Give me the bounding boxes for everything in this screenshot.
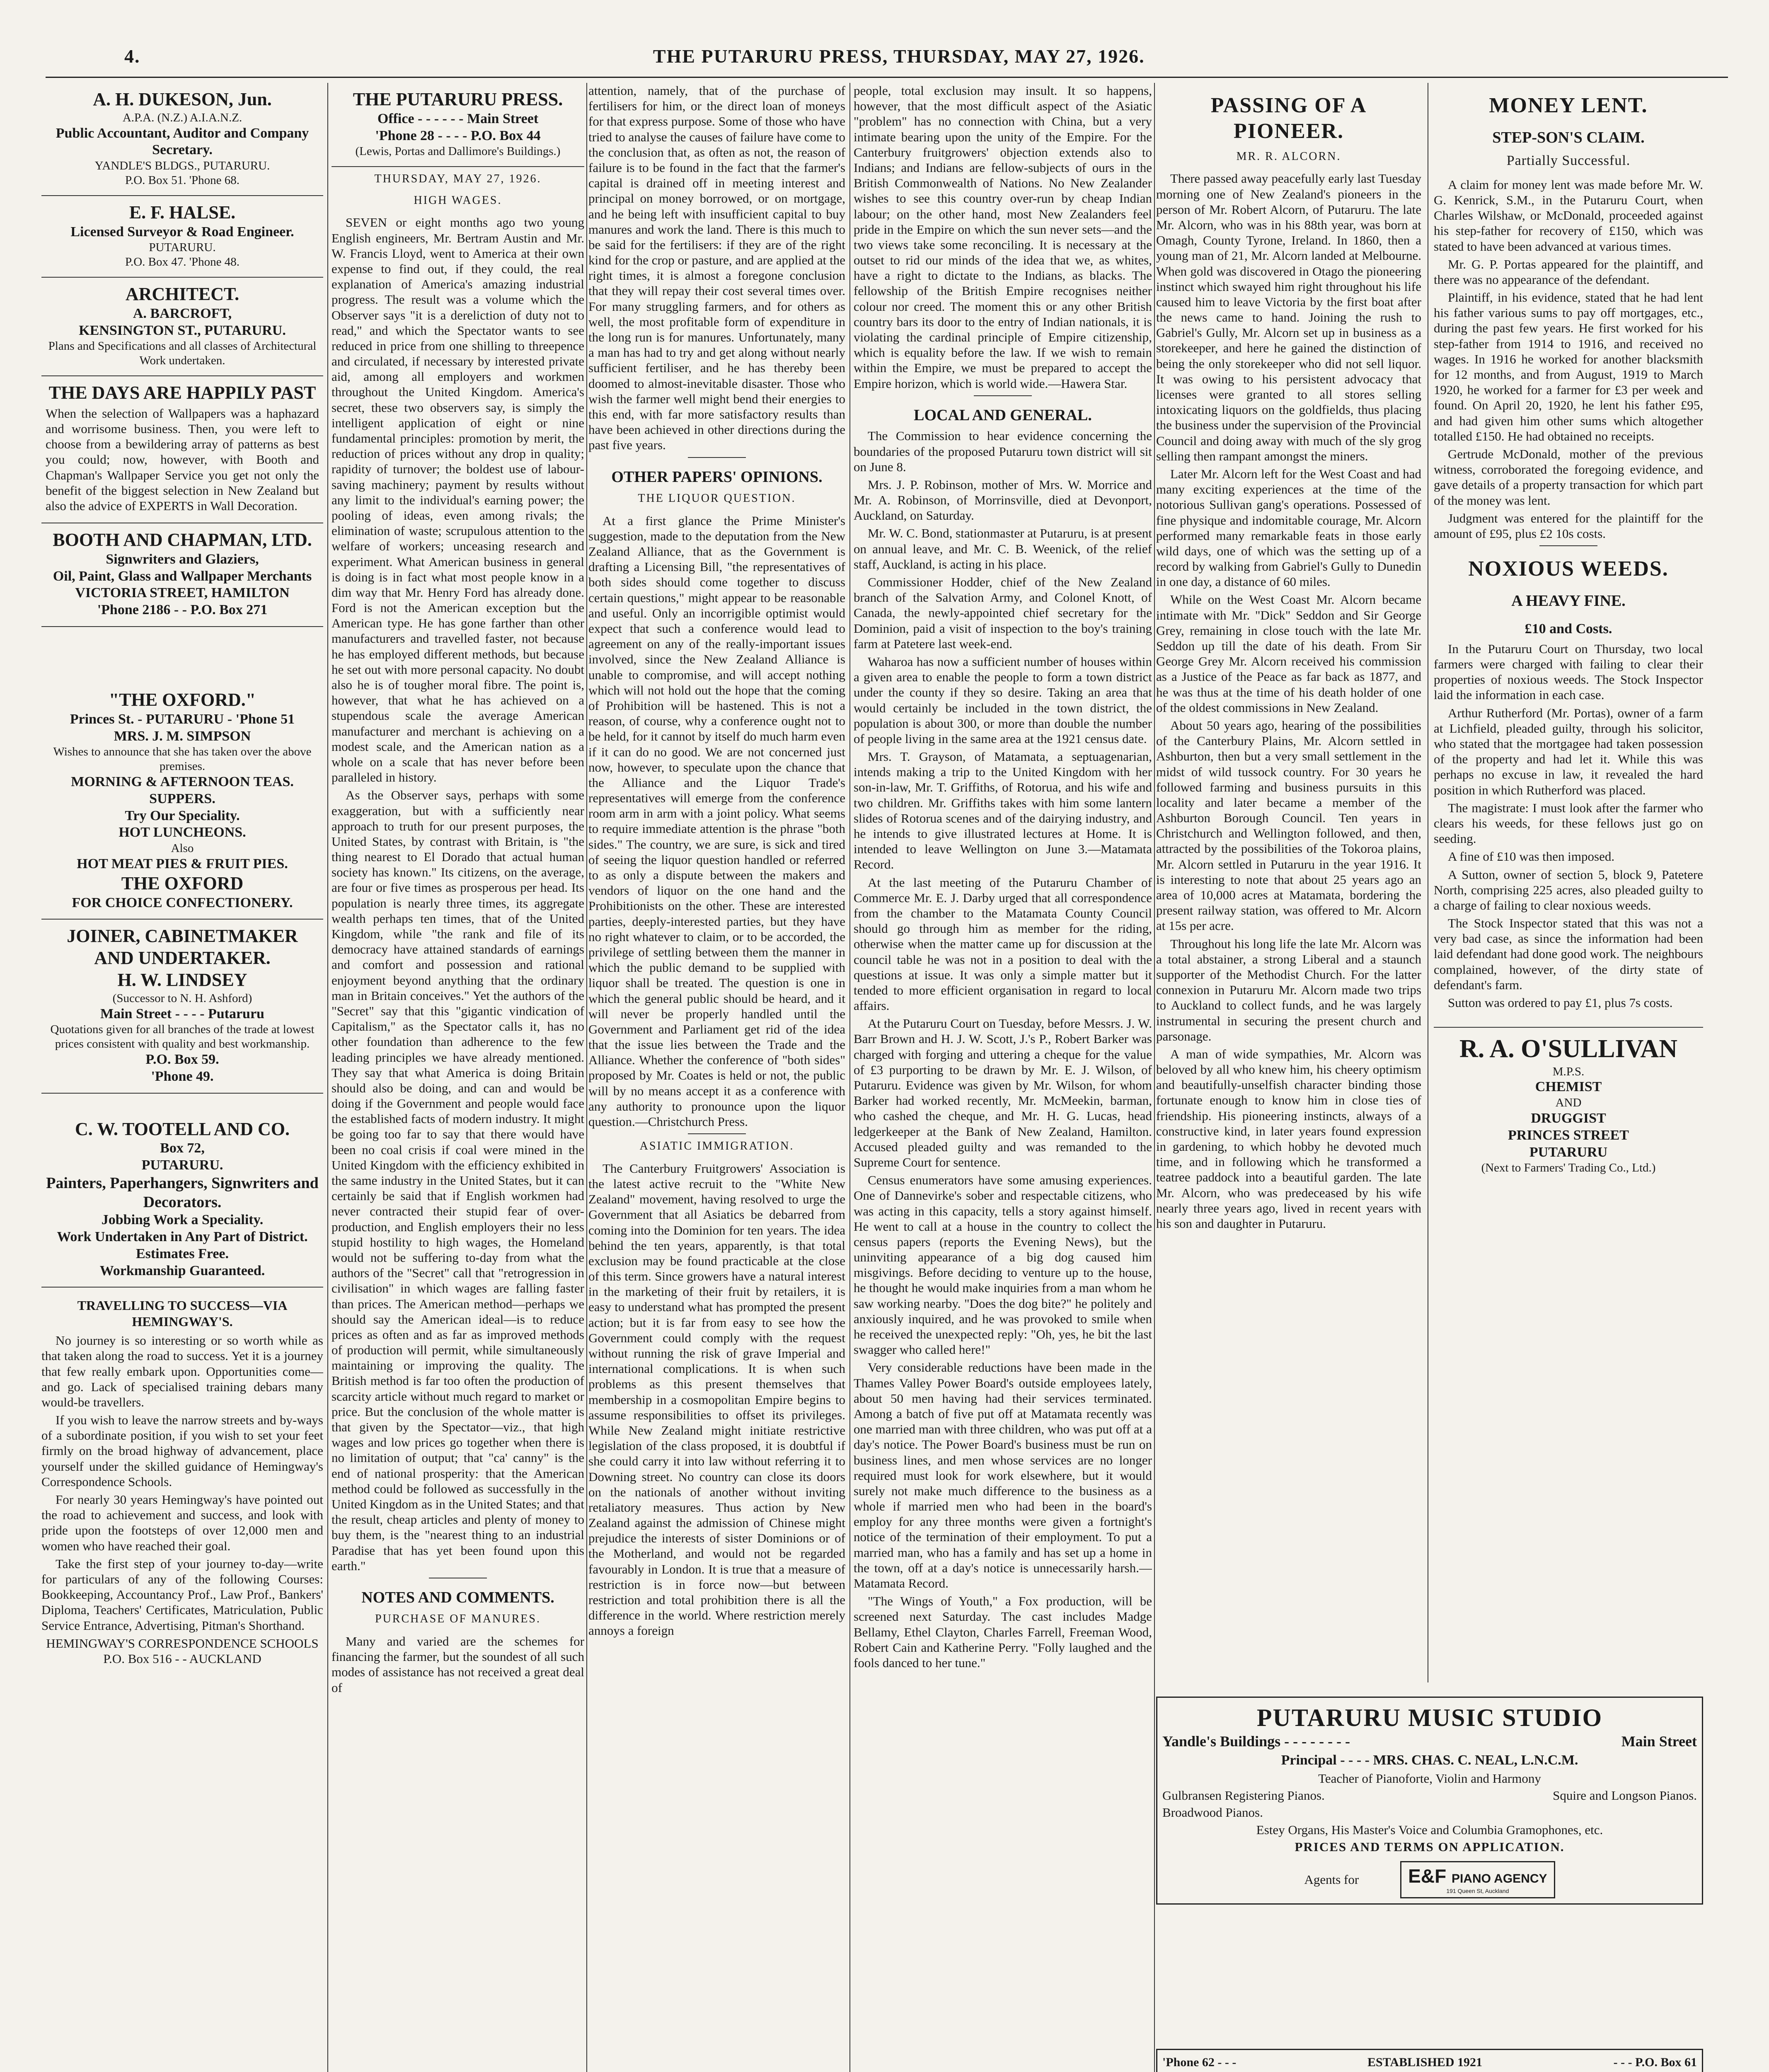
ad-line: FOR CHOICE CONFECTIONERY. (72, 895, 293, 910)
column-5 (1156, 83, 1421, 1682)
column-divider (586, 83, 587, 2072)
column-1 (41, 83, 323, 2072)
paragraph: A claim for money lent was made before Mr. W. G. Kenrick, S.M., in the Putaruru Court, when Charles Wilshaw, or McDonald, proceeded against his step-father for recovery of £150, which was stated to have been advanced at various times. (1434, 177, 1703, 254)
paragraph: In the Putaruru Court on Thursday, two local farmers were charged with failing to clear their properties of noxious weeds. The Stock Inspector laid the information in each case. (1434, 641, 1703, 702)
paragraph: "The Wings of Youth," a Fox production, will be screened next Saturday. The cast includes Madge Bellamy, Ethel Clayton, Charles Farrell, Freeman Wood, Robert Cain and Katherine Perry. "Folly laughed and the fools danced to her tune." (854, 1594, 1152, 1670)
article-continued (588, 83, 845, 453)
ad-line: DRUGGIST (1531, 1110, 1606, 1126)
paragraph: Many and varied are the schemes for financing the farmer, but the soundest of all such modes of assistance has not received a great deal of (332, 1634, 584, 1695)
ad-heading: THE DAYS ARE HAPPILY PAST (48, 382, 316, 403)
press-imprint (332, 83, 584, 167)
ad-line: Estey Organs, His Master's Voice and Columbia Gramophones, etc. (1256, 1822, 1603, 1837)
ad-line: Try Our Speciality. (125, 808, 240, 823)
ad-line: Agents for (1304, 1872, 1359, 1887)
signature: P.O. Box 516 - - AUCKLAND (103, 1651, 261, 1666)
ad-text: Wishes to announce that she has taken over the above premises. (53, 745, 312, 773)
role: Public Accountant, Auditor and Company Secretary. (56, 125, 309, 158)
paragraph: Sutton was ordered to pay £1, plus 7s costs. (1448, 995, 1673, 1010)
article-heading: LOCAL AND GENERAL. (914, 406, 1092, 424)
article-subheading: STEP-SON'S CLAIM. (1492, 129, 1645, 147)
issue-date: THURSDAY, MAY 27, 1926. (374, 172, 542, 186)
masthead (124, 39, 1658, 73)
column-divider (1154, 83, 1155, 2072)
ad-line: Also (171, 842, 194, 855)
ad-tootell (41, 1094, 323, 1288)
ad-line: Workmanship Guaranteed. (99, 1263, 265, 1278)
paragraph: Very considerable reductions have been made in the Thames Valley Power Board's outside employees lately, about 50 men having had their services terminated. Among a batch of five put off at Matamata recently was one married man with three children, who was put off at a day's notice. The Power Board's business must be run on business lines, and men whose services are no longer required must look for work elsewhere, but it would surely not make much difference to the business as a whole if married men who had been in the board's employ for any three months were given a fortnight's notice of the termination of their employment. To put a married man, who has a family and has set up a home in the town, off at a day's notice is unnecessarily harsh.—Matamata Record. (854, 1360, 1152, 1591)
paragraph: Judgment was entered for the plaintiff for the amount of £95, plus £2 10s costs. (1434, 511, 1703, 541)
address: Main Street - - - - Putaruru (100, 1006, 264, 1021)
ad-line: CHEMIST (1535, 1079, 1602, 1095)
contact: - - - P.O. Box 61 (1613, 2055, 1697, 2069)
contact: Box 72, (160, 1140, 205, 1156)
column-6 (1434, 83, 1703, 1682)
paragraph: Commissioner Hodder, chief of the New Zealand branch of the Salvation Army, and Colonel Knott, of Canada, the newly-appointed chief secretary for the Dominion, paid a visit of inspection to the boy's training farm at Patetere last week-end. (854, 575, 1152, 651)
advertiser-name: C. W. TOOTELL AND CO. (75, 1118, 290, 1139)
paragraph: Plaintiff, in his evidence, stated that he had lent his father various sums to pay off mortgages, etc., during the past few years. He first worked for his step-father from 1914 to 1916, and received no wages. In 1916 he worked for another blacksmith for 12 months, and from August, 1919 to March 1920, he worked for a farmer for £3 per week and found. On April 20, 1920, he lent his father £95, and had given him other sums which altogether totalled £150. He had obtained no receipts. (1434, 290, 1703, 443)
article-heading: MONEY LENT. (1489, 94, 1648, 117)
ad-line: Squire and Longson Pianos. (1553, 1788, 1697, 1803)
divider (688, 1133, 746, 1134)
paragraph: At a first glance the Prime Minister's suggestion, made to the deputation from the New Zealand Alliance, that as the Government is drafting a Licensing Bill, "the representatives of both sides should come together to discuss certain questions," might appear to be reasonable and useful. Only an incorrigible optimist would expect that such a conference would lead to agreement on any of the really-important issues involved, since the New Zealand Alliance is unable to compromise, and will accept nothing which will not hold out the hope that the coming of Prohibition will be hastened. This is not a reason, of course, why a conference ought not to be held, for it cannot by itself do much harm even if it can do no good. We are not concerned just now, however, to speculate upon the chance that the Alliance and the Liquor Trade's representatives will emerge from the conference room arm in arm with a joint policy. What seems to require immediate attention is the phrase "both sides." The country, we are sure, is sick and tired of seeing the liquor question handled or referred to as only a dispute between the makers and vendors of liquor on the one hand and the Prohibitionists on the other. These are interested parties, deeply-interested parties, but they have no right whatever to claim, or to be accorded, the privilege of settling between them the manner in which the public demand to be supplied with liquor shall be treated. The question is one in which the general public should be heard, and it will never be properly handled until the Government and Parliament get rid of the idea that the issue lies between the Trade and the Alliance. Whether the conference of "both sides" proposed by Mr. Coates is held or not, the public will by no means accept it as a conference with any authority to pronounce upon the liquor question.—Christchurch Press. (588, 513, 845, 1129)
ad-line: (Successor to N. H. Ashford) (112, 991, 252, 1005)
paragraph: While on the West Coast Mr. Alcorn became intimate with Mr. "Dick" Seddon and Sir George Grey, remaining in close touch with the late Mr. Seddon up till the date of his death. From Sir George Grey Mr. Alcorn received his commission as a Justice of the Peace as far back as 1877, and he was thus at the time of his death holder of one of the oldest commissions in New Zealand. (1156, 592, 1421, 715)
article-heading: OTHER PAPERS' OPINIONS. (611, 468, 823, 486)
town: PUTARURU (1529, 1144, 1608, 1160)
ad-line: THE OXFORD (121, 873, 244, 893)
address: Princes St. - PUTARURU - 'Phone 51 (70, 711, 295, 727)
article-heading: TRAVELLING TO SUCCESS—VIA HEMINGWAY'S. (77, 1298, 288, 1329)
ad-architect (41, 278, 323, 376)
advertiser-name: PUTARURU MUSIC STUDIO (1256, 1704, 1603, 1731)
qualifications: A.P.A. (N.Z.) A.I.A.N.Z. (122, 111, 242, 124)
paragraph: Census enumerators have some amusing experiences. One of Dannevirke's sober and respectable citizens, who was acting in this capacity, tells a story against himself. He went to call at a house in the country to collect the census papers (reports the Evening News), but the uninviting appearance of a big dog caused him misgivings. Before deciding to venture up to the house, he thought he would make inquiries from a man whom he saw working nearby. "Does the dog bite?" he politely and anxiously inquired, and he was provoked to smile when he received the unexpected reply: "Oh, yes, he bit the last swagger who called here!" (854, 1173, 1152, 1357)
signature: HEMINGWAY'S CORRESPONDENCE SCHOOLS (46, 1636, 319, 1651)
address: PRINCES STREET (1508, 1127, 1629, 1143)
divider (688, 457, 746, 458)
principal: Principal - - - - MRS. CHAS. C. NEAL, L.N.C.M. (1281, 1752, 1578, 1768)
address: KENSINGTON ST., PUTARURU. (79, 322, 286, 338)
advertiser-name: BOOTH AND CHAPMAN, LTD. (53, 530, 312, 550)
paragraph: The magistrate: I must look after the farmer who clears his weeds, for these fellows just go on seeding. (1434, 800, 1703, 846)
article-subheading: A HEAVY FINE. (1511, 592, 1626, 610)
page-number: 4. (124, 45, 140, 67)
paragraph: Later Mr. Alcorn left for the West Coast and had many exciting experiences at the time of the notorious Sullivan gang's operations. Possessed of fine physique and indomitable courage, Mr. Alcorn performed many remarkable feats in those early wild days, one of which was the setting up of a record by walking from Gabriel's Gully to Dunedin in one day, a distance of 60 miles. (1156, 466, 1421, 589)
advertiser-name: E. F. HALSE. (129, 202, 236, 223)
ad-line (1162, 2055, 1697, 2070)
paragraph: As the Observer says, perhaps with some exaggeration, but with a sufficiently near approach to truth for our present purposes, the United States, by contrast with Britain, is "the thing nearest to El Dorado that actual human society has known." Its citizens, on the average, are four or five times as prosperous per head. Its population is nearly three times, its aggregate wealth perhaps ten times, that of the United Kingdom, while "the rank and file of its democracy have attained standards of earnings and comfort and possession and rational enjoyment beyond anything that the ordinary man in Britain conceives." Yet the authors of the "Secret" say that this "gigantic vindication of Capitalism," as the Spectator calls it, has no other foundation than adherence to the few leading principles we have already mentioned. They say that what America is doing Britain should also be doing, and can and would be doing if the Government and people would face the established facts of modern industry. It might be going too far to say that there would have been no coal crisis if coal were mined in the United Kingdom with the efficiency exhibited in the same industry in the United States, but it can certainly be said that if English workmen had never contracted their stupid fear of over-production, and English employers their no less stupid hostility to high wages, the Homeland would not be suffering to-day from what the authors of the "Secret" call that "retrogression in civilisation" in which wages are falling faster than prices. The American method—perhaps we should say the American ideal—is to reduce prices as often and as far as improved methods of production will permit, while simultaneously maintaining or improving the quality. The British method is far too often the production of scarcity article without much regard to market or price. But the conclusion of the whole matter is that given by the Spectator—viz., that high wages and low prices go together when there is no limitation of output; that "ca' canny" is the end of national prosperity: that the American method could be followed as successfully in the United Kingdom as in the United States; and that the result, cheap articles and plenty of money to buy them, is the "nearest thing to an industrial Paradise that has yet been found upon this earth." (332, 788, 584, 1573)
article-subheading: THE LIQUOR QUESTION. (638, 492, 796, 505)
article-local-general (854, 406, 1152, 1670)
paragraph: The Stock Inspector stated that this was not a very bad case, as since the information had been laid defendant had done good work. The neighbours complained, however, of the dirty state of defendant's farm. (1434, 916, 1703, 992)
ad-booth-chapman (41, 523, 323, 627)
ad-the-oxford (41, 627, 323, 920)
article-money-lent (1434, 93, 1703, 541)
article-high-wages (332, 194, 584, 1573)
buildings-line: (Lewis, Portas and Dallimore's Buildings.) (355, 145, 561, 158)
advertiser-name: "THE OXFORD." (109, 690, 256, 710)
ad-text: Quotations given for all branches of the trade at lowest prices consistent with quality and best workmanship. (50, 1023, 315, 1051)
ad-line: HOT LUNCHEONS. (119, 825, 246, 840)
ad-morris (1156, 2043, 1703, 2072)
article-subheading: Partially Successful. (1506, 152, 1631, 168)
column-divider (327, 83, 328, 2072)
paragraph: At the Putaruru Court on Tuesday, before Messrs. J. W. Barr Brown and H. J. W. Scott, J.'s P., Robert Barker was charged with forging and uttering a cheque for the value of £3 purporting to be drawn by Mr. E. J. Wilson, of Putaruru. Evidence was given by Mr. Wilson, for whom Barker had worked recently, Mr. McMeekin, barman, who cashed the cheque, and Mr. H. G. Lucas, head ledgerkeeper at the Bank of New Zealand, Hamilton. Accused pleaded guilty and was remanded to the Supreme Court for sentence. (854, 1016, 1152, 1169)
ad-line: Jobbing Work a Speciality. (101, 1212, 264, 1228)
paragraph: Mrs. T. Grayson, of Matamata, a septuagenarian, intends making a trip to the United Kingdom with her son-in-law, Mr. T. Griffiths, of Rotorua, and his wife and two children. Mr. Griffiths takes with him some lantern slides of Rotorua scenes and of the dairying industry, and he intends to give illustrated lectures at Home. It is intended to leave Wellington on June 3.—Matamata Record. (854, 749, 1152, 872)
office-line: Office - - - - - - Main Street (377, 111, 539, 126)
article-heading: NOXIOUS WEEDS. (1468, 557, 1669, 581)
town: PUTARURU. (141, 1157, 223, 1173)
advertiser-name: H. W. LINDSEY (117, 970, 247, 990)
ad-text: Plans and Specifications and all classes of Architectural Work undertaken. (48, 339, 317, 368)
ad-line: Signwriters and Glaziers, (106, 551, 259, 567)
column-3 (588, 83, 845, 2072)
ad-line: AND (1555, 1096, 1582, 1110)
masthead-title: THE PUTARURU PRESS, THURSDAY, MAY 27, 1926. (653, 45, 1145, 67)
established: ESTABLISHED 1921 (1367, 2055, 1482, 2069)
ad-heading: ARCHITECT. (125, 283, 240, 304)
paragraph: At the last meeting of the Putaruru Chamber of Commerce Mr. E. J. Darby urged that all correspondence from the chamber to the Matamata County Council should go through him as member for the riding, otherwise when the matter came up for discussion at the council table he was not in a position to deal with the questions at issue. It was only a simple matter but it tended to more efficient organisation in regard to local affairs. (854, 875, 1152, 1013)
article-notes-comments (332, 1588, 584, 1695)
ad-line: Work Undertaken in Any Part of District. (57, 1229, 308, 1244)
article-heading: ASIATIC IMMIGRATION. (639, 1140, 794, 1153)
paragraph: Gertrude McDonald, mother of the previous witness, corroborated the foregoing evidence, and gave details of a property transaction for which part of the money was lent. (1434, 446, 1703, 508)
paragraph: people, total exclusion may insult. It so happens, however, that the most difficult aspect of the Asiatic "problem" has no connection with China, but a very intimate bearing upon the unity of the Empire. For the Canterbury fruitgrowers' objection extends also to Indians; and Indians are fellow-subjects of ours in the British Commonwealth of Nations. No New Zealander wishes to see this country over-run by cheap Indian labour; on the other hand, most New Zealanders feel pride in the Empire on which the sun never sets—and the two views take some reconciling. It is necessary at the outset to rid our minds of the idea that we, as whites, have a right to dictate to the Indians, as blacks. The fellowship of the British Empire recognises neither colour nor creed. The moment this or any other British country bars its door to the entry of Indian nationals, it is violating the cardinal principle of Empire citizenship, which is equality before the law. If we wish to remain within the Empire, we must be prepared to accept the Empire horizon, which is world wide.—Hawera Star. (854, 83, 1152, 391)
ad-days-happily-past (41, 376, 323, 523)
paragraph: For nearly 30 years Hemingway's have pointed out the road to achievement and success, and look with pride upon the footsteps of over 12,000 men and women who have reached their goal. (41, 1492, 323, 1553)
logo-text: PIANO AGENCY (1451, 1871, 1547, 1886)
contact: 'Phone 49. (151, 1068, 214, 1084)
contact: P.O. Box 47. 'Phone 48. (125, 255, 240, 269)
phone-line: 'Phone 28 - - - - P.O. Box 44 (375, 128, 541, 143)
article-heading: PASSING OF A PIONEER. (1210, 94, 1367, 143)
paragraph: The Canterbury Fruitgrowers' Association is the latest active recruit to the "White New Zealand" movement, having resolved to urge the Government that all Asiatics be debarred from coming into the Dominion for ten years. The idea behind the ten years, apparently, is that total exclusion may be found practicable at the close of this term. Since growers have a natural interest in the marketing of their fruit by retailers, it is easy to understand what has prompted the present action; but it is far from easy to see how the Government could comply with the request without running the risk of grave Imperial and international complications. It is when such problems as this present themselves that membership in a cosmopolitan Empire begins to assume responsibilities to offset its privileges. While New Zealand might initiate restrictive legislation of the class proposed, it is doubtful if she could carry it into law without referring it to Downing street. No country can close its doors on the nationals of another without inviting retaliatory measures. Thus action by New Zealand against the admission of Chinese might prejudice the interests of sister Dominions or of the Motherland, and would not be regarded favourably in London. It is true that a measure of restriction is in force now—but between restriction and total prohibition there is all the difference in the world. Where restriction merely annoys a foreign (588, 1161, 845, 1638)
ad-line: Painters, Paperhangers, Signwriters and Decorators. (46, 1174, 319, 1211)
owner-name: MRS. J. M. SIMPSON (114, 728, 251, 744)
article-noxious-weeds (1434, 556, 1703, 1010)
ad-line: Gulbransen Registering Pianos. (1162, 1788, 1325, 1803)
article-heading: HIGH WAGES. (414, 194, 502, 207)
address: Yandle's Buildings - - - - - - - - (1162, 1733, 1350, 1750)
article-heading: NOTES AND COMMENTS. (361, 1588, 554, 1606)
ad-heading: JOINER, CABINETMAKER AND UNDERTAKER. (67, 926, 298, 968)
advertiser-name: R. A. O'SULLIVAN (1459, 1035, 1677, 1063)
ad-line: M.P.S. (1552, 1065, 1585, 1078)
ad-lindsey (41, 920, 323, 1093)
article-subheading: £10 and Costs. (1525, 621, 1612, 637)
ad-music-studio (1156, 1691, 1703, 1910)
advertiser-name: A. H. DUKESON, Jun. (93, 89, 272, 109)
contact: 'Phone 2186 - - P.O. Box 271 (97, 602, 268, 618)
paragraph: The Commission to hear evidence concerning the boundaries of the proposed Putaruru town district will sit on June 8. (854, 428, 1152, 474)
article-travelling (41, 1297, 323, 1666)
paper-name: THE PUTARURU PRESS. (353, 89, 563, 109)
logo-small-text: 191 Queen St, Auckland (1446, 1888, 1509, 1895)
article-other-papers (588, 468, 845, 1130)
ad-halse (41, 196, 323, 278)
ad-line: (Next to Farmers' Trading Co., Ltd.) (1481, 1161, 1656, 1175)
paragraph: There passed away peacefully early last Tuesday morning one of New Zealand's pioneers in the person of Mr. Robert Alcorn, of Putaruru. The late Mr. Alcorn, who was in his 88th year, was born at Omagh, County Tyrone, Ireland. In 1860, then a young man of 21, Mr. Alcorn landed at Melbourne. When gold was discovered in Otago the pioneering instinct which swayed him right throughout his life caused him to leave Victoria by the first boat after the news came to hand. Joining the rush to Gabriel's Gully, Mr. Alcorn set up in business as a storekeeper, and here he gained the distinction of being the only storekeeper who did not sell liquor. It was owing to his persistent advocacy that licenses were granted to all stores selling intoxicating liquors on the goldfields, thus placing the business under the supervision of the Provincial Council and doing away with much of the sly grog selling then rampant amongst the miners. (1156, 171, 1421, 463)
paragraph: attention, namely, that of the purchase of fertilisers for him, or the direct loan of moneys for that express purpose. Some of those who have tried to analyse the causes of failure have come to the conclusion that, as often as not, the reason of failure is to be found in the fact that the farmer's capital is drained off in meeting interest and principal on money borrowed, or on mortgage, and he being left with insufficient capital to buy manures and work the land. There is this much to be said for the fertilisers: if they are of the right kind for the crop or pasture, and are applied at the right times, it is almost a foregone conclusion that they will repay their cost several times over. For many struggling farmers, and for others as well, the most profitable form of expenditure in the long run is for manures. Unfortunately, many a man has had to try and get along without nearly sufficient fertiliser, and he has thereby been doomed to almost-inevitable disaster. Those who wish the farmer well might bend their energies to this end, with far more satisfactory results than have been achieved in other directions during the past five years. (588, 83, 845, 453)
ad-line: PRICES AND TERMS ON APPLICATION. (1295, 1839, 1565, 1854)
paragraph: About 50 years ago, hearing of the possibilities of the Canterbury Plains, Mr. Alcorn settled in Ashburton, then but a very small settlement in the midst of wild tussock country. For 30 years he followed farming and business pursuits in this locality and later became a member of the Ashburton Borough Council. Ten years in Christchurch and Wellington followed, and then, attracted by the possibilities of the Tokoroa plains, Mr. Alcorn settled in Putaruru in the year 1916. It is interesting to note that about 25 years ago an area of 10,000 acres at Matamata, bordering the present railway station, was offered to Mr. Alcorn at 15s per acre. (1156, 718, 1421, 933)
ad-line: Broadwood Pianos. (1162, 1805, 1263, 1820)
contact: P.O. Box 59. (145, 1051, 219, 1067)
paragraph: Mr. G. P. Portas appeared for the plaintiff, and there was no appearance of the defendant. (1434, 257, 1703, 287)
column-2 (332, 83, 584, 2072)
ad-text: When the selection of Wallpapers was a haphazard and worrisome business. Then, you were left to choose from a bewildering array of patterns as best you could; now, however, with Booth and Chapman's Wallpaper Service you get not only the benefit of the biggest selection in New Zealand but also the advice of EXPERTS in Wall Decoration. (46, 406, 319, 513)
paragraph: Throughout his long life the late Mr. Alcorn was a total abstainer, a strong Liberal and a staunch supporter of the Methodist Church. For the latter connexion in Putaruru Mr. Alcorn made two trips to Auckland to collect funds, and he was largely instrumental in securing the present church and parsonage. (1156, 936, 1421, 1043)
morris-box (1156, 2049, 1703, 2072)
article-asiatic-immigration (588, 1139, 845, 1638)
town: PUTARURU. (149, 241, 216, 254)
ef-piano-agency-logo (1400, 1861, 1555, 1898)
divider (974, 395, 1032, 396)
ad-line (1162, 1861, 1697, 1898)
paragraph: A man of wide sympathies, Mr. Alcorn was beloved by all who knew him, his cheery optimism and beautifully-unselfish character binding those fortunate enough to know him in close ties of friendship. His pioneering instincts, always of a constructive kind, in later years found expression in gardening, to which hobby he devoted much time, and in following which he transformed a teatree paddock into a beautiful garden. The late Mr. Alcorn, who was predeceased by his wife nearly three years ago, lived in recent years with his son and daughter in Putaruru. (1156, 1046, 1421, 1231)
music-studio-box (1156, 1697, 1703, 1905)
ad-line: Oil, Paint, Glass and Wallpaper Merchants (53, 568, 312, 584)
paragraph: No journey is so interesting or so worth while as that taken along the road to success. Yet it is a journey that few really embark upon. Opportunities come—and go. Lack of specialised training debars many would-be travellers. (41, 1333, 323, 1409)
top-rule (46, 77, 1728, 78)
ad-line: MORNING & AFTERNOON TEAS. SUPPERS. (71, 774, 294, 806)
paragraph: A Sutton, owner of section 5, block 9, Patetere North, comprising 225 acres, also pleaded guilty to a charge of failing to clear noxious weeds. (1434, 867, 1703, 913)
column-divider (849, 83, 850, 2072)
paragraph: Arthur Rutherford (Mr. Portas), owner of a farm at Lichfield, pleaded guilty, through his solicitor, who stated that the mortgagee had taken possession of the property and had let it. While this was perhaps no excuse in law, it revealed the hard position in which Rutherford was placed. (1434, 705, 1703, 797)
paragraph: SEVEN or eight months ago two young English engineers, Mr. Bertram Austin and Mr. W. Francis Lloyd, went to America at their own expense to find out, if they could, the real explanation of America's amazing industrial progress. The result was a volume which the Observer says "it is a dereliction of duty not to read," and which the Spectator wants to see reduced in price from one shilling to threepence and circulated, if necessary by interested private aid, among all employers and workmen throughout the United Kingdom. America's secret, these two observers say, is simply the intelligent application of eight or nine fundamental principles: promotion by merit, the reduction of prices without any drop in quality; rapidity of turnover; the boldest use of labour-saving machinery; payment by results without any limit to the individual's earning power; the pooling of ideas, even among rivals; the elimination of waste; scrupulous attention to the welfare of workers; unceasing research and experiment. What American business in general is doing is in fact what most people know in a dim way that Mr. Henry Ford has already done. Ford is not the American exception but the American type. He has gone farther than other manufacturers and travelled faster, not because he has employed different methods, but because he set out with more personal capacity. No doubt also he is of tougher moral fibre. The point is, however, that what he has achieved on a stupendous scale the average American manufacturer and merchant is achieving on a modest scale, and the American nation as a whole on a scale that has never before been paralleled in history. (332, 215, 584, 785)
divider (1539, 545, 1597, 546)
ad-line (1162, 1733, 1697, 1750)
address: VICTORIA STREET, HAMILTON (75, 585, 290, 601)
address: YANDLE'S BLDGS., PUTARURU. (94, 159, 270, 173)
street: Main Street (1621, 1733, 1697, 1750)
paragraph: Mrs. J. P. Robinson, mother of Mrs. W. Morrice and Mr. A. Robinson, of Morrinsville, died at Devonport, Auckland, on Saturday. (854, 477, 1152, 523)
ad-line: HOT MEAT PIES & FRUIT PIES. (77, 856, 288, 872)
paragraph: Take the first step of your journey to-day—write for particulars of any of the following Courses: Bookkeeping, Accountancy Prof., Law Prof., Bankers' Diploma, Teachers' Certificates, Matriculation, Public Service Entrance, Advertising, Pitman's Shorthand. (41, 1556, 323, 1633)
article-continued (854, 83, 1152, 391)
advertiser-name: A. BARCROFT, (133, 305, 232, 321)
contact: P.O. Box 51. 'Phone 68. (125, 173, 240, 187)
article-subheading: PURCHASE OF MANURES. (375, 1612, 541, 1626)
paragraph: If you wish to leave the narrow streets and by-ways of a subordinate position, if you wish to set your feet firmly on the broad highway of advancement, place yourself under the skilled guidance of Hemingway's Correspondence Schools. (41, 1413, 323, 1489)
paragraph: Mr. W. C. Bond, stationmaster at Putaruru, is at present on annual leave, and Mr. C. B. Weenick, of the relief staff, Auckland, is acting in his place. (854, 526, 1152, 571)
paragraph: Waharoa has now a sufficient number of houses within a given area to enable the people to form a town district under the county if they so desire. Taking an area that would certainly be included in the town district, the population is about 300, or more than double the number of people living in the same area at the 1921 census date. (854, 654, 1152, 746)
ad-line: Estimates Free. (136, 1246, 229, 1261)
column-4 (854, 83, 1152, 2072)
logo-mark: E&F (1408, 1865, 1447, 1887)
ad-osullivan (1434, 1027, 1703, 1183)
paragraph: A fine of £10 was then imposed. (1448, 849, 1615, 864)
article-subheading: MR. R. ALCORN. (1236, 150, 1341, 163)
contact: 'Phone 62 - - - (1162, 2055, 1237, 2069)
ad-line (1162, 1788, 1697, 1803)
ad-line: Teacher of Pianoforte, Violin and Harmony (1318, 1771, 1541, 1786)
article-passing-pioneer (1156, 93, 1421, 1231)
ad-dukeson (41, 83, 323, 196)
role: Licensed Surveyor & Road Engineer. (70, 224, 294, 240)
